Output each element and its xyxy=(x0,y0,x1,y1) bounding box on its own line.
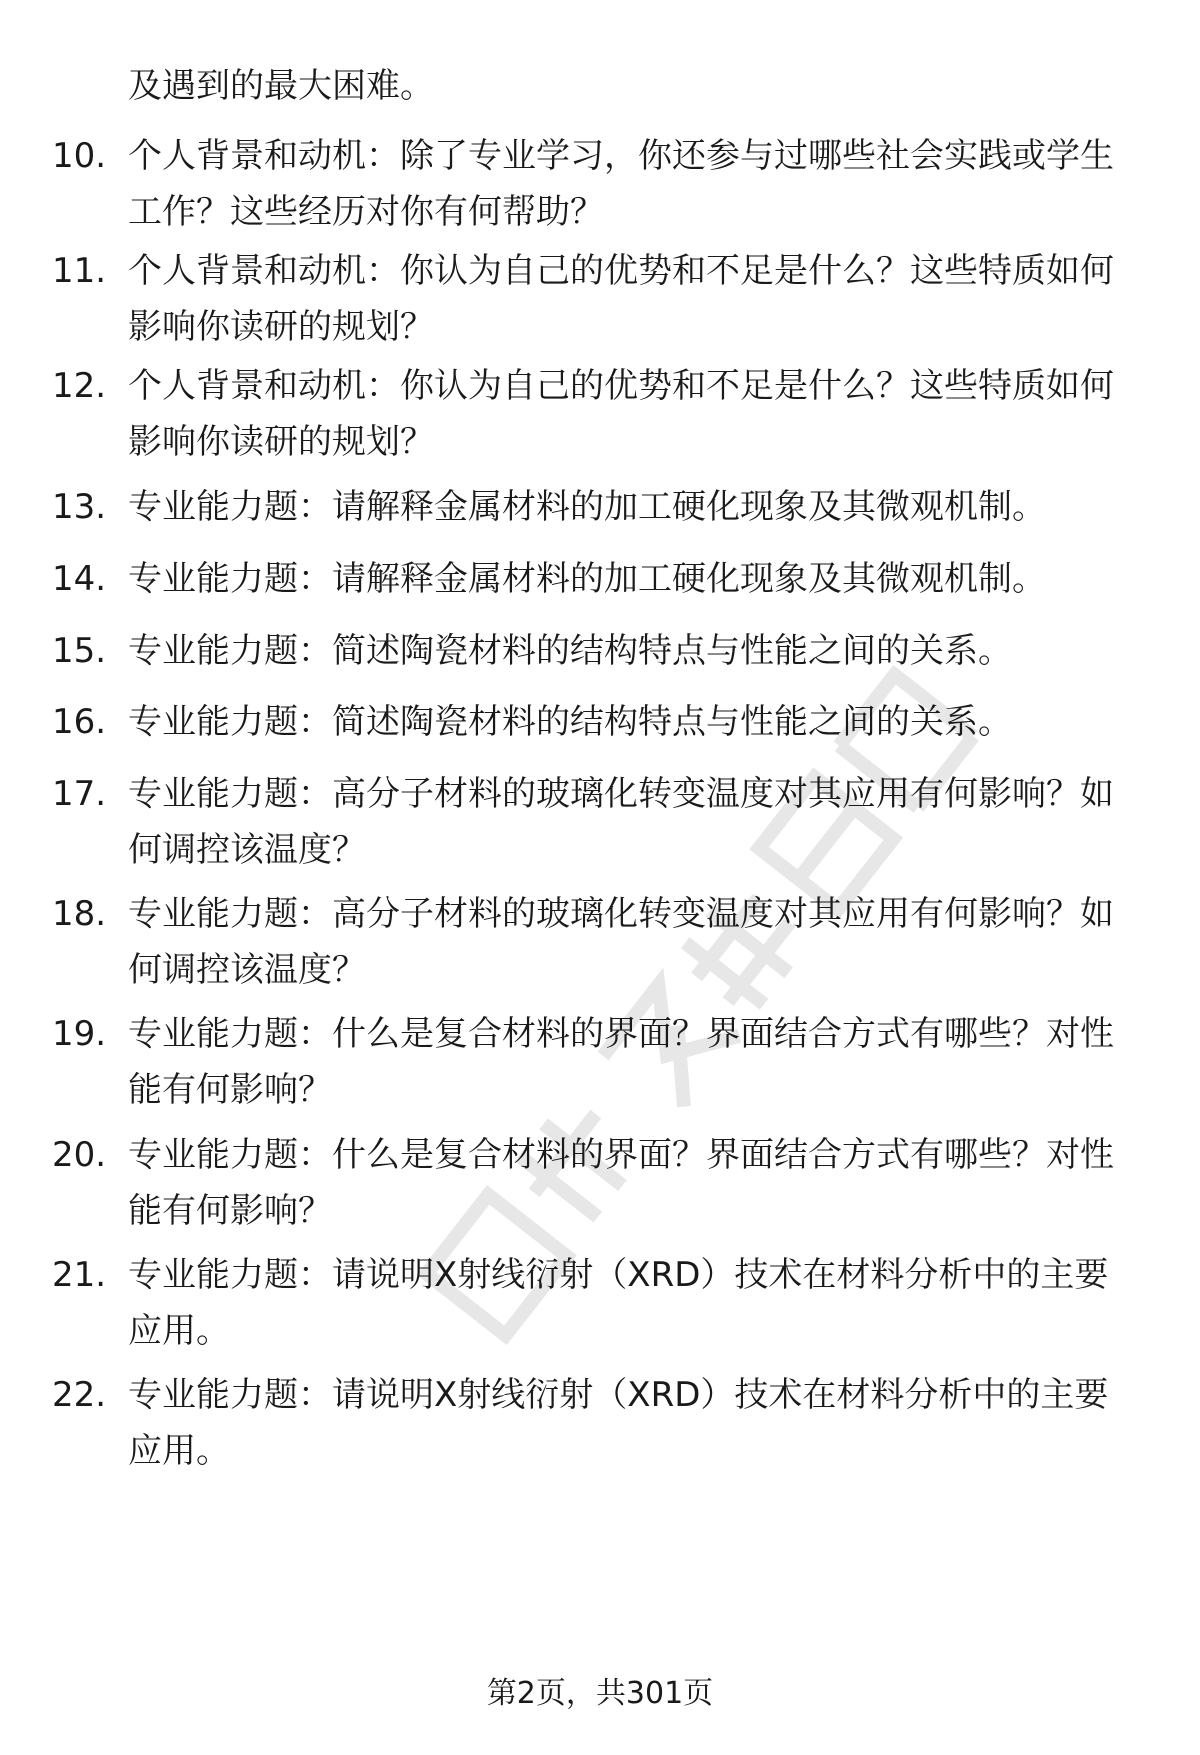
question-item xyxy=(52,694,1162,750)
question-item xyxy=(52,623,1162,679)
question-text: 专业能力题：简述陶瓷材料的结构特点与性能之间的关系。 xyxy=(128,702,1012,742)
question-item xyxy=(52,1006,1162,1118)
question-text: 专业能力题：请说明X射线衍射（XRD）技术在材料分析中的主要应用。 xyxy=(128,1375,1109,1471)
question-number: 22. xyxy=(52,1375,107,1415)
question-number: 16. xyxy=(52,702,107,742)
question-text: 个人背景和动机：除了专业学习，你还参与过哪些社会实践或学生工作？这些经历对你有何帮助？ xyxy=(128,136,1114,232)
question-number: 12. xyxy=(52,366,107,406)
question-text: 专业能力题：高分子材料的玻璃化转变温度对其应用有何影响？如何调控该温度？ xyxy=(128,774,1114,870)
question-text: 专业能力题：请说明X射线衍射（XRD）技术在材料分析中的主要应用。 xyxy=(128,1255,1109,1351)
question-item xyxy=(52,358,1162,470)
question-item xyxy=(52,243,1162,355)
question-item xyxy=(52,128,1162,240)
question-number: 14. xyxy=(52,559,107,599)
question-text: 专业能力题：什么是复合材料的界面？界面结合方式有哪些？对性能有何影响？ xyxy=(128,1135,1114,1231)
question-item xyxy=(52,886,1162,998)
question-number: 17. xyxy=(52,774,107,814)
question-text: 专业能力题：简述陶瓷材料的结构特点与性能之间的关系。 xyxy=(128,631,1012,671)
question-number: 11. xyxy=(52,251,107,291)
question-item xyxy=(52,1127,1162,1239)
question-number: 13. xyxy=(52,487,107,527)
question-text: 专业能力题：什么是复合材料的界面？界面结合方式有哪些？对性能有何影响？ xyxy=(128,1014,1114,1110)
question-item xyxy=(52,479,1162,535)
question-number: 20. xyxy=(52,1135,107,1175)
question-text: 个人背景和动机：你认为自己的优势和不足是什么？这些特质如何影响你读研的规划？ xyxy=(128,251,1114,347)
question-item xyxy=(52,766,1162,878)
question-number: 19. xyxy=(52,1014,107,1054)
question-number: 21. xyxy=(52,1255,107,1295)
question-number: 10. xyxy=(52,136,107,176)
question-item xyxy=(52,1367,1162,1479)
question-number: 18. xyxy=(52,894,107,934)
question-text: 专业能力题：高分子材料的玻璃化转变温度对其应用有何影响？如何调控该温度？ xyxy=(128,894,1114,990)
question-text: 专业能力题：请解释金属材料的加工硬化现象及其微观机制。 xyxy=(128,487,1046,527)
question-text: 专业能力题：请解释金属材料的加工硬化现象及其微观机制。 xyxy=(128,559,1046,599)
continued-question-text: 及遇到的最大困难。 xyxy=(128,66,434,106)
page-footer: 第2页，共301页 xyxy=(486,1676,714,1711)
question-item xyxy=(52,1247,1162,1359)
question-item xyxy=(52,551,1162,607)
question-number: 15. xyxy=(52,631,107,671)
question-text: 个人背景和动机：你认为自己的优势和不足是什么？这些特质如何影响你读研的规划？ xyxy=(128,366,1114,462)
